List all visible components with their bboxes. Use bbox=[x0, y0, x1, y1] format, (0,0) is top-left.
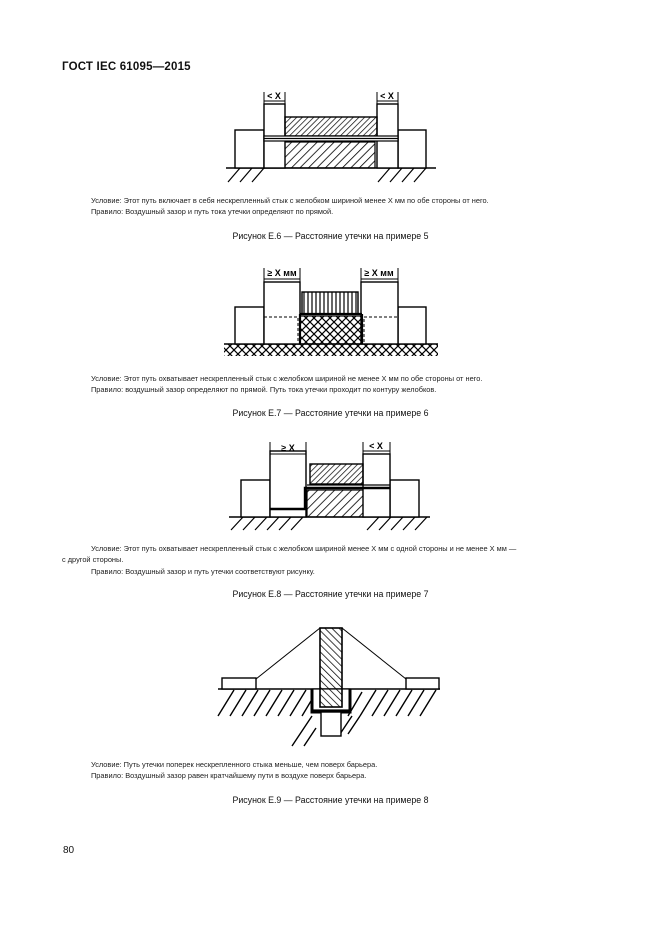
figure-e8-dim-left: ≥ X bbox=[281, 443, 295, 453]
figure-e6-dim-right: < X bbox=[380, 91, 394, 101]
figure-e7-caption: Рисунок Е.7 — Расстояние утечки на примере 6 bbox=[232, 408, 429, 418]
figure-e8-dim-right: < X bbox=[369, 441, 383, 451]
figure-e7-dim-right: ≥ X мм bbox=[364, 268, 394, 278]
figure-e6-dim-left: < X bbox=[267, 91, 281, 101]
figure-e6-condition: Условие: Этот путь включает в себя нескрепленный стык с желобком шириной менее X мм по обе стороны от него. bbox=[91, 196, 489, 205]
figure-e7-rule: Правило: воздушный зазор определяют по прямой. Путь тока утечки проходит по контуру желобков. bbox=[91, 385, 437, 394]
figure-e7-dim-left: ≥ X мм bbox=[267, 268, 297, 278]
figure-e8-condition-line-2: с другой стороны. bbox=[62, 555, 124, 564]
figure-e7-condition: Условие: Этот путь охватывает нескрепленный стык с желобком шириной не менее X мм по обе стороны от него. bbox=[91, 374, 483, 383]
figure-e9-rule: Правило: Воздушный зазор равен кратчайшему пути в воздухе поверх барьера. bbox=[91, 771, 367, 780]
figure-e8-rule: Правило: Воздушный зазор и путь утечки соответствуют рисунку. bbox=[91, 567, 315, 576]
figure-e8-condition-line-1: Условие: Этот путь охватывает нескрепленный стык с желобком шириной менее X мм с одной стороны и не менее X мм — bbox=[91, 544, 517, 553]
figure-e9-diagram bbox=[212, 622, 447, 748]
figure-e6-rule: Правило: Воздушный зазор и путь тока утечки определяют по прямой. bbox=[91, 207, 334, 216]
figure-e6-caption: Рисунок Е.6 — Расстояние утечки на примере 5 bbox=[232, 231, 429, 241]
page-number: 80 bbox=[63, 845, 75, 856]
figure-e7-diagram bbox=[218, 262, 443, 362]
figure-e6-diagram bbox=[218, 88, 443, 188]
figure-e9-condition: Условие: Путь утечки поперек нескрепленного стыка меньше, чем поверх барьера. bbox=[91, 760, 378, 769]
figure-e8-caption: Рисунок Е.8 — Расстояние утечки на примере 7 bbox=[232, 589, 429, 599]
document-header: ГОСТ IEC 61095—2015 bbox=[62, 61, 191, 73]
figure-e9-caption: Рисунок Е.9 — Расстояние утечки на примере 8 bbox=[232, 795, 429, 805]
figure-e8-diagram bbox=[225, 438, 435, 536]
